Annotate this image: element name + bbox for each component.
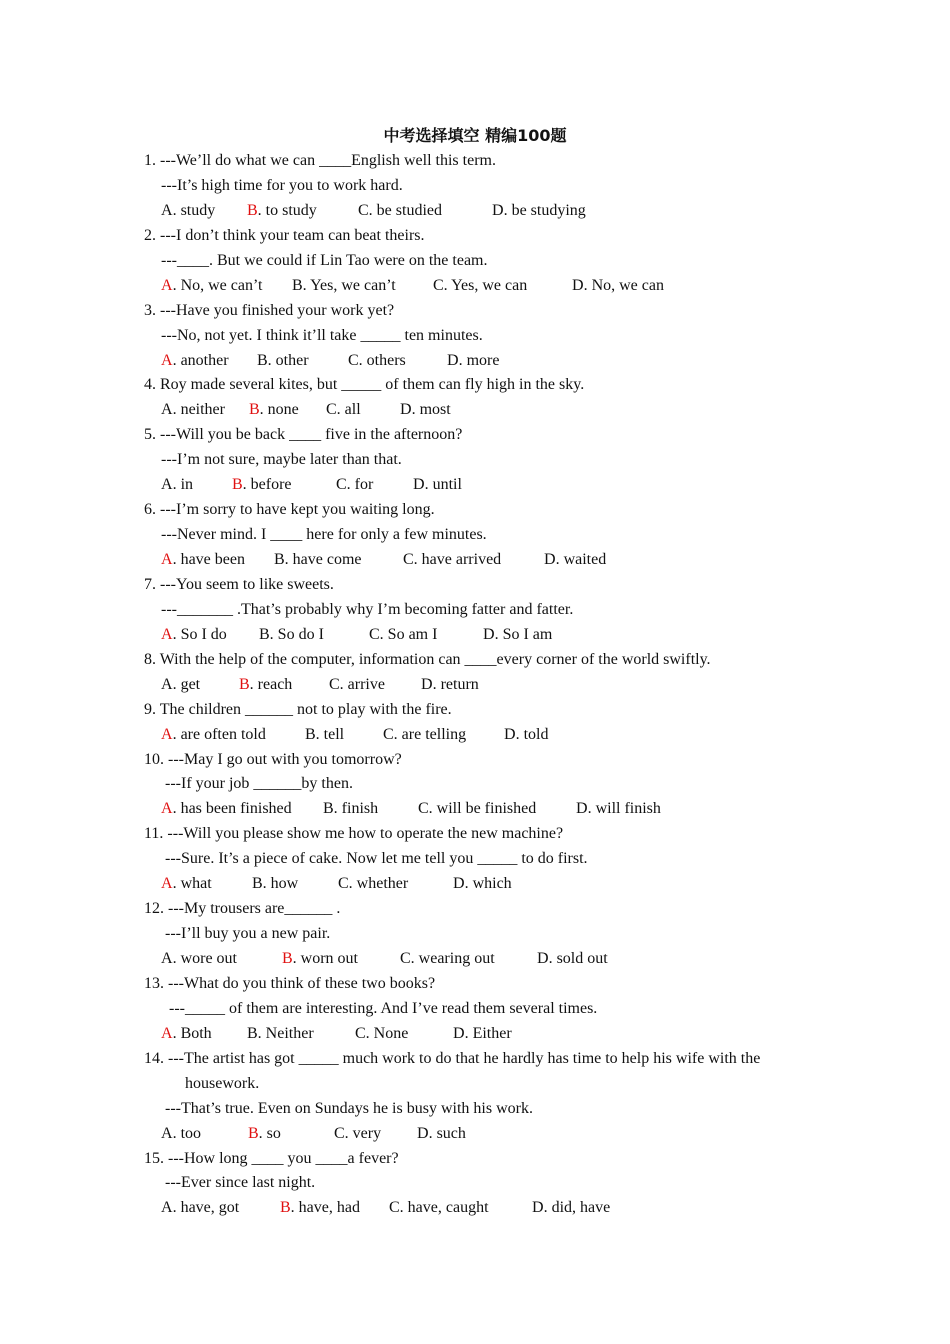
option-text: . No, we can bbox=[583, 276, 664, 294]
option-text: . have been bbox=[172, 551, 245, 568]
option-b[interactable] bbox=[232, 473, 292, 498]
options-row bbox=[144, 548, 804, 573]
question-stem: 1. ---We’ll do what we can ____English well this term. bbox=[144, 152, 496, 169]
option-letter: A bbox=[161, 675, 173, 693]
option-d[interactable] bbox=[413, 473, 462, 498]
dialogue-reply: ---It’s high time for you to work hard. bbox=[161, 176, 403, 194]
page-title: 中考选择填空 精编100题 bbox=[383, 126, 567, 145]
option-text: . be studied bbox=[368, 201, 442, 219]
option-letter: D bbox=[572, 276, 584, 294]
option-b[interactable] bbox=[247, 1022, 314, 1047]
option-b[interactable] bbox=[305, 723, 344, 748]
question-stem: 10. ---May I go out with you tomorrow? bbox=[144, 750, 402, 768]
option-d[interactable] bbox=[544, 548, 606, 573]
option-letter: B bbox=[292, 276, 303, 294]
option-d[interactable] bbox=[400, 398, 451, 423]
option-c[interactable] bbox=[369, 623, 437, 648]
option-c[interactable] bbox=[336, 473, 373, 498]
dialogue-reply: ---If your job ______by then. bbox=[165, 775, 353, 793]
option-letter: C bbox=[329, 675, 340, 693]
option-b[interactable] bbox=[274, 548, 362, 573]
option-letter: C bbox=[369, 625, 380, 643]
question-stem-continued: housework. bbox=[185, 1074, 260, 1092]
options-row bbox=[144, 1122, 804, 1147]
option-text: . waited bbox=[555, 551, 607, 568]
option-c[interactable] bbox=[418, 797, 536, 822]
option-letter: C bbox=[403, 551, 414, 568]
option-a[interactable] bbox=[161, 723, 266, 748]
option-text: . arrive bbox=[339, 675, 385, 693]
option-text: . wore out bbox=[172, 950, 237, 967]
options-row bbox=[144, 398, 804, 423]
answer-letter: B bbox=[249, 401, 260, 419]
option-letter: C bbox=[389, 1199, 400, 1217]
option-text: . tell bbox=[315, 725, 345, 743]
option-text: . study bbox=[172, 201, 216, 219]
answer-letter: A bbox=[161, 875, 173, 893]
options-row bbox=[144, 797, 804, 822]
option-c[interactable] bbox=[329, 673, 385, 698]
options-row bbox=[144, 199, 804, 224]
option-b[interactable] bbox=[282, 947, 358, 972]
option-text: . be studying bbox=[503, 201, 586, 219]
option-letter: A bbox=[161, 401, 173, 419]
dialogue-reply: ---Sure. It’s a piece of cake. Now let me tell you _____ to do first. bbox=[165, 850, 588, 868]
answer-letter: B bbox=[239, 675, 250, 693]
option-a[interactable] bbox=[161, 1196, 239, 1221]
options-row bbox=[144, 623, 804, 648]
dialogue-reply: ---I’m not sure, maybe later than that. bbox=[161, 451, 402, 469]
option-a[interactable] bbox=[161, 1122, 201, 1147]
option-text: . Neither bbox=[257, 1024, 314, 1042]
option-a[interactable] bbox=[161, 1022, 212, 1047]
option-b[interactable] bbox=[257, 349, 309, 374]
dialogue-reply: ---_______ .That’s probably why I’m becoming fatter and fatter. bbox=[161, 600, 574, 618]
option-text: . others bbox=[358, 351, 406, 369]
option-letter: D bbox=[492, 201, 504, 219]
option-c[interactable] bbox=[433, 274, 527, 299]
option-text: . have, caught bbox=[399, 1199, 489, 1217]
option-letter: C bbox=[338, 875, 349, 893]
option-letter: C bbox=[418, 800, 429, 818]
option-letter: C bbox=[326, 401, 337, 419]
option-letter: C bbox=[383, 725, 394, 743]
option-d[interactable] bbox=[532, 1196, 610, 1221]
option-a[interactable] bbox=[161, 274, 262, 299]
answer-letter: B bbox=[248, 1124, 259, 1142]
option-text: . Yes, we can bbox=[443, 276, 528, 294]
option-letter: D bbox=[413, 476, 425, 494]
option-text: . Either bbox=[464, 1024, 512, 1042]
dialogue-reply: ---I’ll buy you a new pair. bbox=[165, 925, 331, 943]
option-a[interactable] bbox=[161, 199, 215, 224]
option-text: . told bbox=[515, 725, 549, 743]
options-row bbox=[144, 947, 804, 972]
option-letter: B bbox=[252, 875, 263, 893]
answer-letter: A bbox=[161, 276, 173, 294]
option-letter: B bbox=[274, 551, 285, 568]
option-a[interactable] bbox=[161, 797, 292, 822]
option-text: . Both bbox=[172, 1024, 212, 1042]
option-c[interactable] bbox=[338, 872, 408, 897]
option-a[interactable] bbox=[161, 473, 193, 498]
option-b[interactable] bbox=[323, 797, 378, 822]
option-text: . finish bbox=[333, 800, 379, 818]
option-c[interactable] bbox=[358, 199, 442, 224]
option-text: . return bbox=[432, 675, 479, 693]
option-letter: D bbox=[421, 675, 433, 693]
option-text: . So do I bbox=[269, 625, 324, 643]
question-stem: 5. ---Will you be back ____ five in the afternoon? bbox=[144, 426, 463, 444]
option-b[interactable] bbox=[239, 673, 292, 698]
option-a[interactable] bbox=[161, 398, 225, 423]
option-text: . for bbox=[346, 476, 374, 494]
question-stem: 7. ---You seem to like sweets. bbox=[144, 575, 334, 593]
option-letter: A bbox=[161, 476, 173, 494]
option-letter: D bbox=[453, 1024, 465, 1042]
option-text: . all bbox=[336, 401, 361, 419]
option-text: . have come bbox=[284, 551, 362, 568]
option-text: . did, have bbox=[543, 1199, 611, 1217]
option-c[interactable] bbox=[400, 947, 495, 972]
question-stem: 15. ---How long ____ you ____a fever? bbox=[144, 1149, 399, 1167]
option-d[interactable] bbox=[447, 349, 499, 374]
option-text: . are often told bbox=[172, 725, 266, 743]
option-c[interactable] bbox=[403, 548, 501, 573]
option-d[interactable] bbox=[421, 673, 479, 698]
option-d[interactable] bbox=[492, 199, 586, 224]
option-text: . have arrived bbox=[413, 551, 502, 568]
options-row bbox=[144, 1196, 804, 1221]
option-letter: B bbox=[323, 800, 334, 818]
option-text: . in bbox=[172, 476, 194, 494]
option-letter: D bbox=[453, 875, 465, 893]
option-letter: D bbox=[537, 950, 549, 967]
option-text: . will be finished bbox=[428, 800, 537, 818]
option-text: . have, had bbox=[290, 1199, 360, 1217]
option-text: . more bbox=[458, 351, 500, 369]
answer-letter: A bbox=[161, 351, 173, 369]
option-c[interactable] bbox=[355, 1022, 408, 1047]
option-text: . such bbox=[428, 1124, 466, 1142]
option-text: . have, got bbox=[172, 1199, 240, 1217]
answer-letter: A bbox=[161, 551, 173, 568]
options-row bbox=[144, 274, 804, 299]
option-letter: D bbox=[532, 1199, 544, 1217]
question-stem: 12. ---My trousers are______ . bbox=[144, 900, 341, 918]
question-stem: 3. ---Have you finished your work yet? bbox=[144, 301, 395, 319]
option-b[interactable] bbox=[252, 872, 298, 897]
option-text: . to study bbox=[257, 201, 317, 219]
answer-letter: A bbox=[161, 800, 173, 818]
option-text: . Yes, we can’t bbox=[302, 276, 396, 294]
option-a[interactable] bbox=[161, 623, 227, 648]
dialogue-reply: ---_____ of them are interesting. And I’ve read them several times. bbox=[169, 999, 598, 1017]
option-letter: D bbox=[417, 1124, 429, 1142]
option-a[interactable] bbox=[161, 872, 212, 897]
question-stem: 8. With the help of the computer, information can ____every corner of the world swiftly. bbox=[144, 650, 711, 668]
answer-letter: B bbox=[280, 1199, 291, 1217]
answer-letter: A bbox=[161, 625, 173, 643]
dialogue-reply: ---Never mind. I ____ here for only a few minutes. bbox=[161, 526, 487, 544]
answer-letter: A bbox=[161, 725, 173, 743]
option-text: . So I do bbox=[172, 625, 227, 643]
option-text: . sold out bbox=[548, 950, 608, 967]
dialogue-reply: ---That’s true. Even on Sundays he is busy with his work. bbox=[165, 1099, 533, 1117]
option-text: . other bbox=[267, 351, 309, 369]
option-text: . worn out bbox=[292, 950, 358, 967]
option-text: . are telling bbox=[393, 725, 467, 743]
option-b[interactable] bbox=[249, 398, 299, 423]
options-row bbox=[144, 723, 804, 748]
option-d[interactable] bbox=[483, 623, 552, 648]
option-c[interactable] bbox=[389, 1196, 489, 1221]
option-letter: D bbox=[447, 351, 459, 369]
option-letter: C bbox=[334, 1124, 345, 1142]
option-letter: B bbox=[257, 351, 268, 369]
option-letter: D bbox=[544, 551, 556, 568]
option-letter: B bbox=[259, 625, 270, 643]
option-c[interactable] bbox=[326, 398, 361, 423]
option-a[interactable] bbox=[161, 947, 237, 972]
option-b[interactable] bbox=[248, 1122, 281, 1147]
option-letter: A bbox=[161, 201, 173, 219]
option-d[interactable] bbox=[417, 1122, 466, 1147]
options-row bbox=[144, 872, 804, 897]
option-letter: C bbox=[358, 201, 369, 219]
option-text: . will finish bbox=[587, 800, 661, 818]
answer-letter: A bbox=[161, 1024, 173, 1042]
options-row bbox=[144, 1022, 804, 1047]
option-text: . another bbox=[172, 351, 229, 369]
option-letter: B bbox=[247, 1024, 258, 1042]
option-letter: C bbox=[336, 476, 347, 494]
option-letter: C bbox=[400, 950, 411, 967]
option-letter: C bbox=[348, 351, 359, 369]
answer-letter: B bbox=[232, 476, 243, 494]
question-list bbox=[144, 149, 804, 1221]
option-text: . wearing out bbox=[410, 950, 495, 967]
option-c[interactable] bbox=[383, 723, 466, 748]
option-b[interactable] bbox=[280, 1196, 360, 1221]
dialogue-reply: ---No, not yet. I think it’ll take _____ ten minutes. bbox=[161, 326, 483, 344]
option-letter: D bbox=[483, 625, 495, 643]
option-text: . reach bbox=[249, 675, 293, 693]
option-b[interactable] bbox=[247, 199, 317, 224]
option-c[interactable] bbox=[348, 349, 406, 374]
option-d[interactable] bbox=[572, 274, 664, 299]
question-stem: 6. ---I’m sorry to have kept you waiting long. bbox=[144, 501, 435, 519]
options-row bbox=[144, 349, 804, 374]
option-text: . No, we can’t bbox=[172, 276, 263, 294]
option-text: . before bbox=[242, 476, 292, 494]
option-text: . So I am bbox=[494, 625, 553, 643]
option-text: . neither bbox=[172, 401, 225, 419]
option-b[interactable] bbox=[259, 623, 324, 648]
option-letter: D bbox=[504, 725, 516, 743]
dialogue-reply: ---Ever since last night. bbox=[165, 1174, 316, 1192]
option-letter: C bbox=[355, 1024, 366, 1042]
dialogue-reply: ---____. But we could if Lin Tao were on the team. bbox=[161, 251, 488, 269]
option-text: . until bbox=[424, 476, 462, 494]
option-text: . None bbox=[365, 1024, 409, 1042]
option-text: . So am I bbox=[379, 625, 438, 643]
question-stem: 13. ---What do you think of these two books? bbox=[144, 974, 436, 992]
option-letter: D bbox=[400, 401, 412, 419]
option-letter: B bbox=[305, 725, 316, 743]
option-a[interactable] bbox=[161, 548, 245, 573]
option-text: . get bbox=[172, 675, 201, 693]
option-letter: A bbox=[161, 1199, 173, 1217]
option-d[interactable] bbox=[504, 723, 548, 748]
option-text: . so bbox=[258, 1124, 281, 1142]
option-text: . very bbox=[344, 1124, 382, 1142]
option-text: . too bbox=[172, 1124, 202, 1142]
option-text: . whether bbox=[348, 875, 409, 893]
answer-letter: B bbox=[247, 201, 258, 219]
question-stem: 4. Roy made several kites, but _____ of them can fly high in the sky. bbox=[144, 376, 585, 394]
option-letter: A bbox=[161, 950, 173, 967]
question-stem: 11. ---Will you please show me how to operate the new machine? bbox=[144, 825, 564, 843]
option-text: . most bbox=[411, 401, 451, 419]
question-stem: 9. The children ______ not to play with the fire. bbox=[144, 700, 452, 718]
question-stem: 2. ---I don’t think your team can beat theirs. bbox=[144, 226, 425, 244]
options-row bbox=[144, 673, 804, 698]
question-stem: 14. ---The artist has got _____ much work to do that he hardly has time to help his wife with the bbox=[144, 1049, 761, 1067]
option-d[interactable] bbox=[453, 1022, 512, 1047]
option-text: . what bbox=[172, 875, 212, 893]
option-text: . which bbox=[464, 875, 512, 893]
option-text: . how bbox=[262, 875, 299, 893]
option-text: . none bbox=[259, 401, 299, 419]
option-letter: D bbox=[576, 800, 588, 818]
option-d[interactable] bbox=[453, 872, 512, 897]
option-a[interactable] bbox=[161, 673, 200, 698]
option-a[interactable] bbox=[161, 349, 229, 374]
option-letter: C bbox=[433, 276, 444, 294]
option-b[interactable] bbox=[292, 274, 396, 299]
option-c[interactable] bbox=[334, 1122, 381, 1147]
option-letter: A bbox=[161, 1124, 173, 1142]
answer-letter: B bbox=[282, 950, 293, 967]
option-d[interactable] bbox=[576, 797, 661, 822]
options-row bbox=[144, 473, 804, 498]
option-text: . has been finished bbox=[172, 800, 292, 818]
option-d[interactable] bbox=[537, 947, 608, 972]
